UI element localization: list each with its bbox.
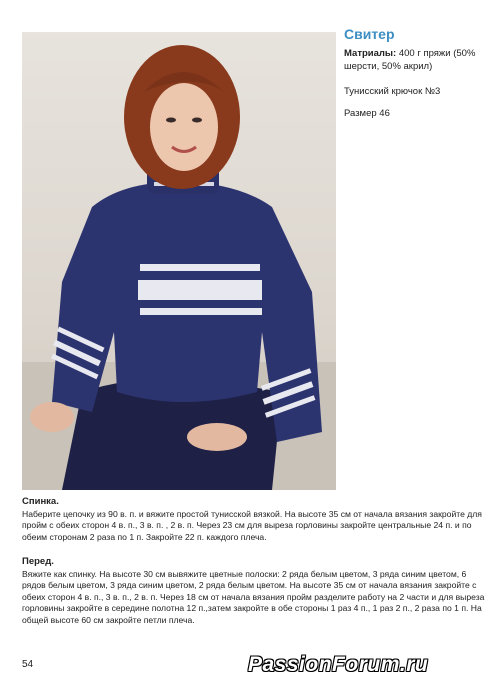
page-number: 54 <box>22 659 34 670</box>
back-text: Наберите цепочку из 90 в. п. и вяжите простой тунисской вязкой. На высоте 35 см от начала вязания закройте для пройм с обеих сторон 4 в. п., 3 в. п. , 2 в. п. Через 23 см для выреза горловины закройте центральные 24 п. и по обеим сторонам 2 раза по 1 п. Закройте 22 п. каждого плеча. <box>22 508 482 542</box>
pattern-title: Свитер <box>344 26 395 42</box>
materials-text: 400 г пряжи (50% шерсти, 50% акрил) <box>344 48 476 72</box>
materials-label: Матриалы: <box>344 48 397 59</box>
back-heading: Спинка. <box>22 496 59 507</box>
right-hand <box>187 423 247 451</box>
left-hand <box>30 402 74 432</box>
left-eye <box>166 118 176 123</box>
front-text: Вяжите как спинку. На высоте 30 см вывяжите цветные полоски: 2 ряда белым цветом, 3 ряда синим цветом, 6 рядов белым цветом, 3 ряда синим цветом, 2 ряда белым цветом. На высоте 35 см от начала вязания закройте с обеих сторон 4 в. п., 3 в. п., 2 в. п. Через 18 см от начала вязания пройм разделите работу на 2 части и для выреза горловины закройте в середине полотна 12 п.,затем закройте в обе стороны 1 раз 4 п., 1 раз 2 п., 2 раза по 1 п. На общей высоте 60 см закройте петли плеча. <box>22 568 485 625</box>
size-info: Размер 46 <box>344 108 390 119</box>
model-illustration <box>22 32 336 490</box>
sweater-photo <box>22 32 336 490</box>
front-heading: Перед. <box>22 556 54 567</box>
chest-stripe-2 <box>138 280 262 300</box>
chest-stripe-3 <box>140 308 262 315</box>
front-section <box>22 556 490 627</box>
back-section <box>22 496 490 543</box>
materials-info <box>344 47 489 73</box>
watermark: PassionForum.ru <box>248 653 429 676</box>
face <box>150 83 218 171</box>
right-eye <box>192 118 202 123</box>
chest-stripe-1 <box>140 264 260 271</box>
hook-info: Тунисский крючок №3 <box>344 86 441 97</box>
